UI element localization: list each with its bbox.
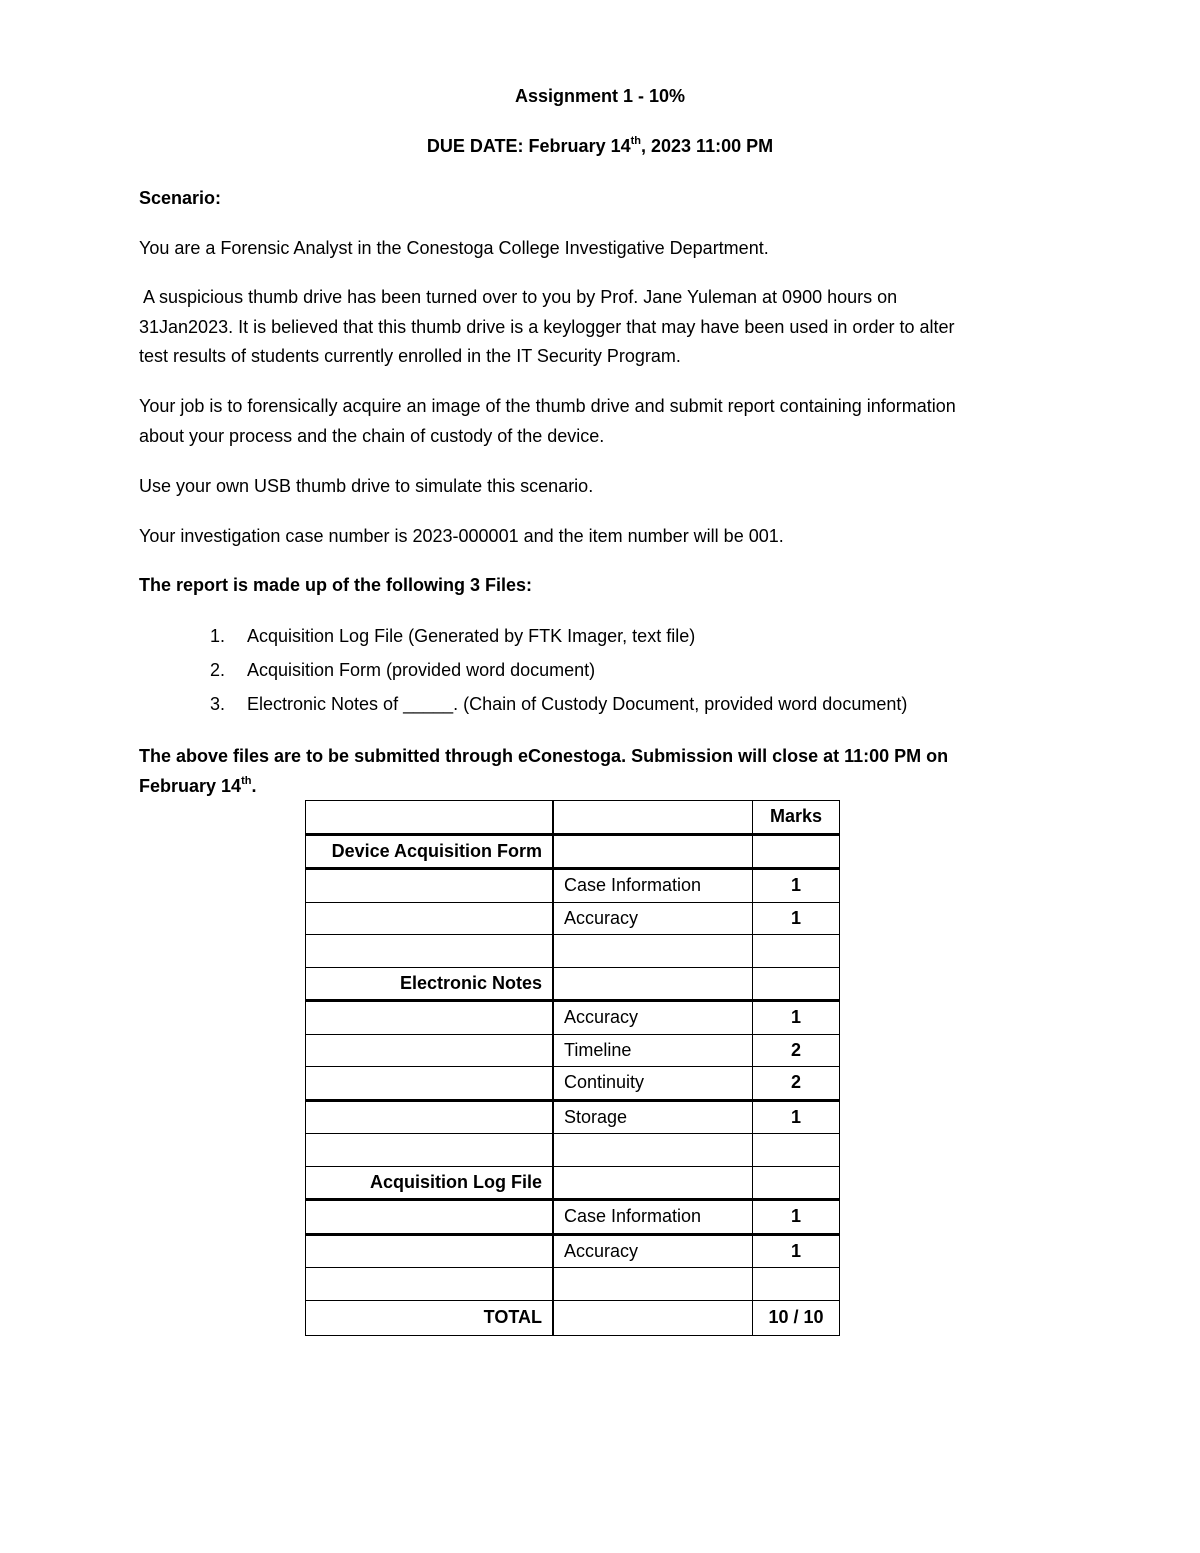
table-row: [306, 1067, 840, 1101]
table-cell: [306, 1268, 554, 1301]
table-cell: [553, 967, 753, 1001]
table-row: [306, 1166, 840, 1200]
list-text: Acquisition Log File (Generated by FTK Imager, text file): [247, 626, 696, 646]
table-cell: 1: [753, 1200, 840, 1235]
table-row: [306, 1001, 840, 1035]
paragraph-line: A suspicious thumb drive has been turned over to you by Prof. Jane Yuleman at 0900 hours on: [139, 287, 898, 307]
table-cell: [753, 1268, 840, 1301]
table-header-marks: Marks: [753, 801, 840, 835]
marks-table: [305, 800, 840, 1336]
paragraph-usb: Use your own USB thumb drive to simulate this scenario.: [139, 476, 594, 496]
list-number: 3.: [210, 694, 226, 714]
paragraph-job: [139, 392, 1069, 451]
table-cell: [553, 1300, 753, 1335]
table-row: [306, 1234, 840, 1268]
list-text: Acquisition Form (provided word document): [247, 660, 596, 680]
table-cell: [306, 1200, 554, 1235]
table-cell: Accuracy: [553, 1001, 753, 1035]
table-cell: Device Acquisition Form: [306, 834, 554, 869]
list-text: Electronic Notes of _____. (Chain of Custody Document, provided word document): [247, 694, 908, 714]
list-number: 2.: [210, 660, 226, 680]
table-cell: Electronic Notes: [306, 967, 554, 1001]
table-cell: [306, 1034, 554, 1067]
table-cell: Accuracy: [553, 902, 753, 935]
paragraph-line: 31Jan2023. It is believed that this thumb drive is a keylogger that may have been used in order to alter: [139, 316, 955, 337]
table-row: [306, 1268, 840, 1301]
total-label: TOTAL: [306, 1300, 554, 1335]
table-cell: [553, 801, 753, 835]
table-cell: Storage: [553, 1100, 753, 1134]
table-cell: [553, 935, 753, 968]
table-header-row: [306, 801, 840, 835]
submission-date: February 14: [139, 775, 242, 796]
assignment-title: Assignment 1 - 10%: [514, 86, 686, 106]
paragraph-role: You are a Forensic Analyst in the Conestoga College Investigative Department.: [139, 238, 769, 258]
table-cell: [306, 935, 554, 968]
table-cell: 1: [753, 869, 840, 903]
total-value: 10 / 10: [753, 1300, 840, 1335]
table-cell: 1: [753, 1234, 840, 1268]
table-cell: [306, 1234, 554, 1268]
table-cell: Acquisition Log File: [306, 1166, 554, 1200]
paragraph-suspicious-drive: [139, 283, 1069, 372]
table-cell: [306, 902, 554, 935]
table-cell: Continuity: [553, 1067, 753, 1101]
submission-note: [139, 742, 1069, 801]
table-cell: [306, 1067, 554, 1101]
submission-line: The above files are to be submitted through eConestoga. Submission will close at 11:00 PM on: [139, 746, 949, 766]
table-row: [306, 1200, 840, 1235]
table-cell: [553, 1134, 753, 1167]
table-cell: [753, 834, 840, 869]
submission-line: [139, 772, 1069, 802]
table-cell: [306, 869, 554, 903]
table-cell: 1: [753, 1100, 840, 1134]
table-cell: [306, 1100, 554, 1134]
table-cell: 2: [753, 1067, 840, 1101]
table-row: [306, 1034, 840, 1067]
list-number: 1.: [210, 626, 226, 646]
table-row: [306, 1100, 840, 1134]
table-row: [306, 1134, 840, 1167]
submission-sup: th: [241, 774, 252, 787]
table-cell: [306, 1134, 554, 1167]
paragraph-line: test results of students currently enrolled in the IT Security Program.: [139, 346, 681, 366]
table-cell: [306, 1001, 554, 1035]
table-cell: [306, 801, 554, 835]
table-cell: 1: [753, 902, 840, 935]
table-total-row: [306, 1300, 840, 1335]
table-cell: [753, 967, 840, 1001]
table-row: [306, 834, 840, 869]
scenario-label: Scenario:: [139, 188, 222, 208]
table-cell: [553, 1166, 753, 1200]
table-row: [306, 935, 840, 968]
paragraph-line: Your job is to forensically acquire an image of the thumb drive and submit report containing information: [139, 396, 956, 416]
table-cell: 2: [753, 1034, 840, 1067]
paragraph-line: about your process and the chain of custody of the device.: [139, 425, 605, 446]
table-row: [306, 967, 840, 1001]
report-heading: The report is made up of the following 3 Files:: [139, 575, 533, 595]
table-cell: [553, 1268, 753, 1301]
table-cell: Accuracy: [553, 1234, 753, 1268]
table-cell: [753, 1134, 840, 1167]
table-cell: 1: [753, 1001, 840, 1035]
due-date-text: DUE DATE: February 14: [426, 136, 631, 156]
table-cell: [553, 834, 753, 869]
paragraph-case-number: Your investigation case number is 2023-000001 and the item number will be 001.: [139, 526, 784, 546]
table-row: [306, 902, 840, 935]
table-cell: Timeline: [553, 1034, 753, 1067]
table-cell: [753, 1166, 840, 1200]
due-date-suffix: , 2023 11:00 PM: [641, 136, 774, 156]
due-date: [0, 136, 1200, 157]
table-cell: Case Information: [553, 869, 753, 903]
due-date-sup: th: [630, 135, 641, 147]
submission-period: .: [251, 775, 257, 796]
table-row: [306, 869, 840, 903]
table-cell: [753, 935, 840, 968]
table-cell: Case Information: [553, 1200, 753, 1235]
